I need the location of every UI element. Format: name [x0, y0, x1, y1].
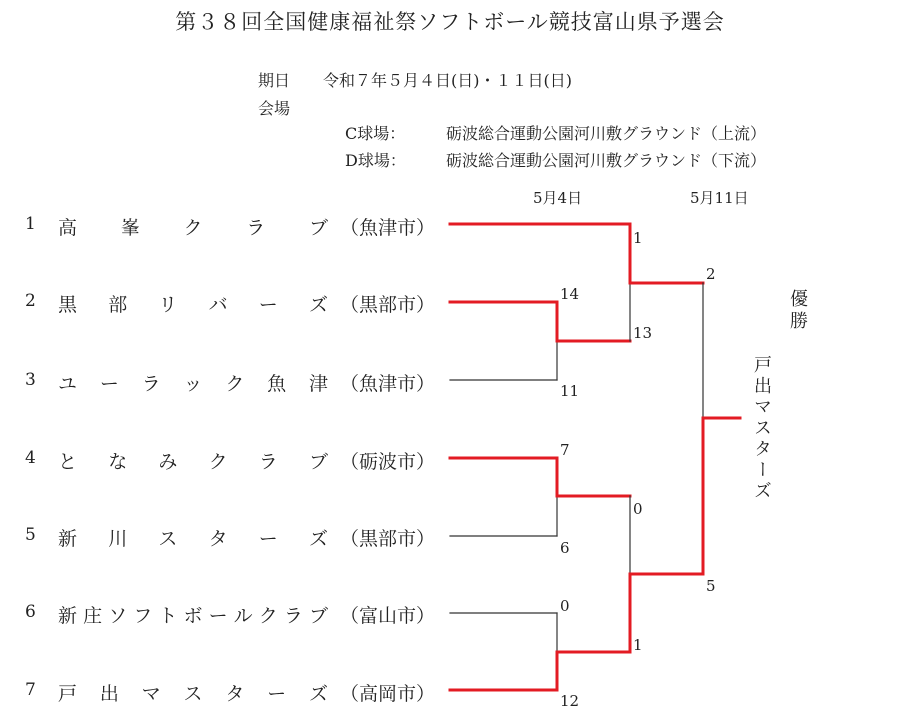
venue-c-field: C球場：: [345, 124, 406, 143]
team-number: 3: [25, 370, 36, 390]
team-name: ユ ー ラ ッ ク 魚 津: [58, 373, 328, 395]
page-title: 第３８回全国健康福祉祭ソフトボール競技富山県予選会: [175, 10, 725, 34]
score-final-bottom: 5: [706, 577, 716, 595]
team-city: （黒部市）: [340, 294, 436, 316]
date-value: 令和７年５月４日(日)・１１日(日): [323, 71, 572, 90]
team-number: 7: [25, 680, 36, 700]
score-final-top: 2: [706, 265, 716, 283]
team-name: と な み ク ラ ブ: [58, 451, 328, 473]
venue-d-field: D球場：: [345, 151, 406, 170]
team-name: 新 庄 ソ フ ト ボ ー ル ク ラ ブ: [58, 605, 328, 627]
team-name: 新 川 ス タ ー ズ: [58, 528, 328, 550]
round1-date: 5月4日: [533, 189, 583, 207]
champion-label: 優勝: [787, 289, 808, 333]
team-city: （砺波市）: [340, 451, 436, 473]
venue-d-place: 砺波総合運動公園河川敷グラウンド（下流）: [446, 151, 767, 170]
team-city: （黒部市）: [340, 528, 436, 550]
team-name: 黒 部 リ バ ー ズ: [58, 294, 328, 316]
score-team6-r1: 0: [560, 597, 570, 615]
team-city: （高岡市）: [340, 683, 436, 705]
score-team4-r1: 7: [560, 441, 570, 459]
score-team1-sf: 1: [633, 229, 643, 247]
team-city: （魚津市）: [340, 217, 436, 239]
team-name: 高 峯 ク ラ ブ: [58, 217, 328, 239]
team-number: 1: [25, 214, 36, 234]
score-team2-r1: 14: [560, 285, 580, 303]
venue-c-place: 砺波総合運動公園河川敷グラウンド（上流）: [446, 124, 767, 143]
venue-label: 会場: [258, 99, 291, 118]
score-team45-sf: 0: [633, 500, 643, 518]
champion-team: 戸出マスターズ: [751, 355, 772, 502]
team-city: （魚津市）: [340, 373, 436, 395]
team-number: 6: [25, 602, 36, 622]
date-label: 期日: [258, 71, 291, 90]
team-number: 4: [25, 448, 36, 468]
score-team7-r1: 12: [560, 692, 580, 710]
team-number: 2: [25, 291, 36, 311]
final-date: 5月11日: [690, 189, 749, 207]
score-team5-r1: 6: [560, 539, 570, 557]
score-team3-r1: 11: [560, 382, 580, 400]
team-name: 戸 出 マ ス タ ー ズ: [58, 683, 328, 705]
score-team67-sf: 1: [633, 636, 643, 654]
team-number: 5: [25, 525, 36, 545]
score-team23-sf: 13: [633, 324, 653, 342]
team-city: （富山市）: [340, 605, 436, 627]
